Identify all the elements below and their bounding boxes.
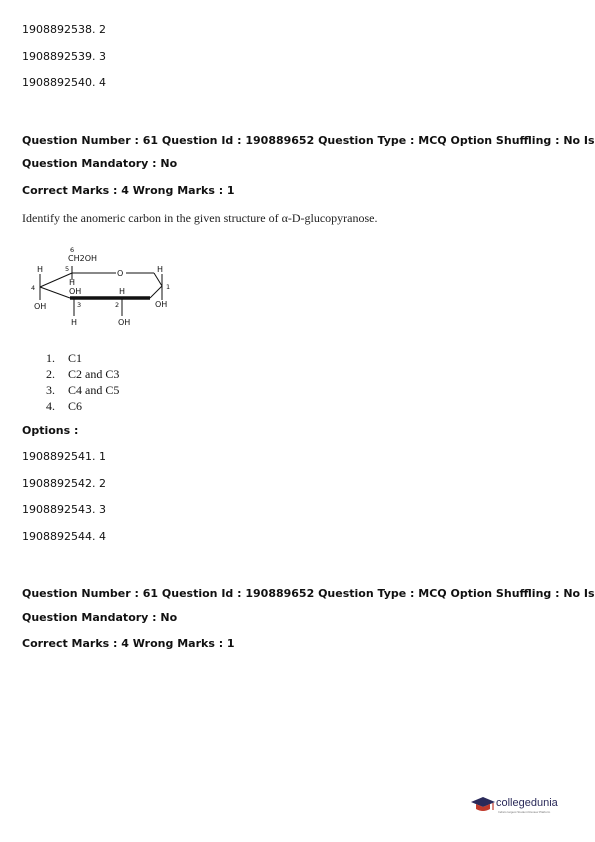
label-c6: 6	[70, 246, 75, 254]
label-c1: 1	[166, 283, 171, 291]
label-c2: 2	[115, 301, 120, 309]
label-oh4: OH	[34, 302, 47, 311]
label-c5: 5	[65, 265, 70, 273]
option-line: 1908892540. 4	[22, 76, 106, 89]
next-question-marks: Correct Marks : 4 Wrong Marks : 1	[22, 637, 235, 650]
label-h1: H	[157, 265, 164, 274]
choice-item: 2. C2 and C3	[46, 367, 120, 381]
question-mandatory: Question Mandatory : No	[22, 157, 178, 170]
question-header: Question Number : 61 Question Id : 190889652 Question Type : MCQ Option Shuffling : No Is	[22, 134, 595, 147]
next-question-mandatory: Question Mandatory : No	[22, 611, 178, 624]
label-oh-mid: OH	[69, 287, 82, 296]
choice-item: 1. C1	[46, 351, 83, 365]
option-line: 1908892544. 4	[22, 530, 106, 543]
label-h2: H	[119, 287, 126, 296]
graduation-cap-icon	[470, 794, 496, 816]
label-oh2: OH	[118, 318, 131, 327]
label-h3: H	[71, 318, 78, 327]
option-line: 1908892542. 2	[22, 477, 106, 490]
choice-item: 4. C6	[46, 399, 83, 413]
question-text: Identify the anomeric carbon in the given structure of α-D-glucopyranose.	[22, 211, 378, 225]
label-h4: H	[37, 265, 44, 274]
choice-item: 3. C4 and C5	[46, 383, 120, 397]
options-label: Options :	[22, 424, 79, 437]
option-line: 1908892538. 2	[22, 23, 106, 36]
label-c4: 4	[31, 284, 36, 292]
collegedunia-logo	[470, 794, 570, 818]
option-line: 1908892539. 3	[22, 50, 106, 63]
label-oh1: OH	[155, 300, 168, 309]
glucopyranose-structure	[30, 244, 190, 332]
label-h5: H	[69, 278, 76, 287]
option-line: 1908892543. 3	[22, 503, 106, 516]
label-ch2oh: CH2OH	[68, 254, 98, 263]
logo-text: collegedunia	[496, 797, 558, 809]
option-line: 1908892541. 1	[22, 450, 106, 463]
label-c3: 3	[77, 301, 82, 309]
logo-tagline: India's largest Student Review Platform	[498, 810, 551, 814]
next-question-header: Question Number : 61 Question Id : 190889652 Question Type : MCQ Option Shuffling : No Is	[22, 587, 595, 600]
question-marks: Correct Marks : 4 Wrong Marks : 1	[22, 184, 235, 197]
label-ring-o: O	[117, 269, 124, 278]
